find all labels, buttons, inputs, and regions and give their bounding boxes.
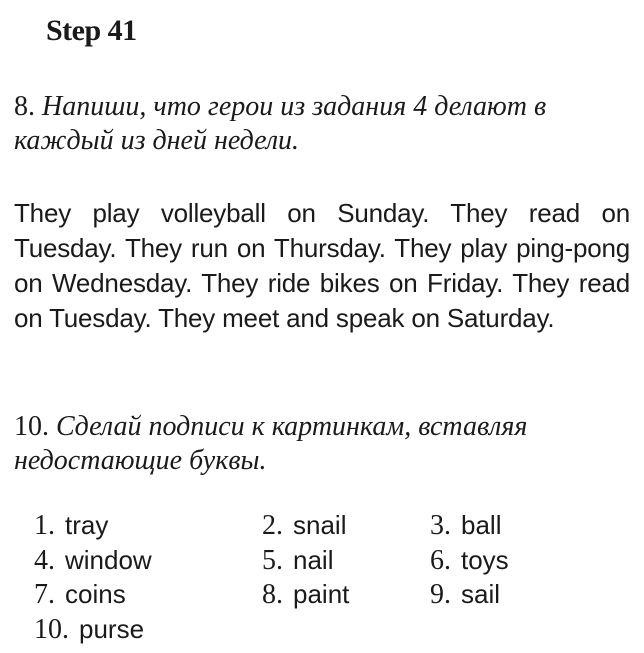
word-text: window	[65, 544, 152, 575]
word-text: tray	[65, 510, 109, 540]
word-item	[262, 577, 430, 612]
word-text: paint	[293, 579, 350, 609]
word-number: 3.	[430, 510, 451, 541]
word-item	[430, 543, 630, 578]
word-number: 10.	[34, 613, 69, 645]
word-item	[430, 577, 630, 612]
word-text: sail	[461, 579, 501, 609]
task-10-text: Сделай подписи к картинкам, вставляя недостающие буквы.	[14, 411, 528, 476]
word-text: toys	[461, 544, 509, 575]
word-row	[34, 508, 634, 543]
word-number: 1.	[34, 510, 55, 541]
word-item	[262, 508, 430, 543]
page-title: Step 41	[46, 14, 137, 47]
word-text: ball	[461, 510, 502, 540]
word-text: coins	[65, 579, 126, 609]
task-8-answer: They play volleyball on Sunday. They read on Tuesday. They run on Thursday. They play ping-pong on Wednesday. They ride bikes on Friday. They read on Tuesday. They meet and speak on Saturday.	[14, 198, 630, 333]
task-8-text: Напиши, что герои из задания 4 делают в каждый из дней недели.	[14, 91, 547, 156]
word-item	[34, 508, 262, 543]
word-number: 2.	[262, 510, 283, 541]
word-list	[34, 508, 634, 646]
word-row	[34, 612, 634, 647]
word-item	[34, 543, 262, 578]
word-number: 5.	[262, 544, 283, 576]
task-10-instruction	[14, 410, 632, 478]
word-number: 6.	[430, 544, 451, 576]
word-item	[430, 508, 630, 543]
word-item	[34, 612, 262, 647]
word-row	[34, 543, 634, 578]
task-8-instruction	[14, 90, 632, 158]
word-text: purse	[79, 613, 145, 644]
task-10-number: 10.	[14, 411, 49, 442]
word-item	[262, 543, 430, 578]
task-8-number: 8.	[14, 91, 35, 122]
word-row	[34, 577, 634, 612]
word-text: nail	[293, 544, 334, 575]
word-text: snail	[293, 510, 347, 540]
word-item	[34, 577, 262, 612]
word-number: 7.	[34, 579, 55, 610]
word-number: 8.	[262, 579, 283, 610]
word-number: 9.	[430, 579, 451, 610]
word-number: 4.	[34, 544, 55, 576]
